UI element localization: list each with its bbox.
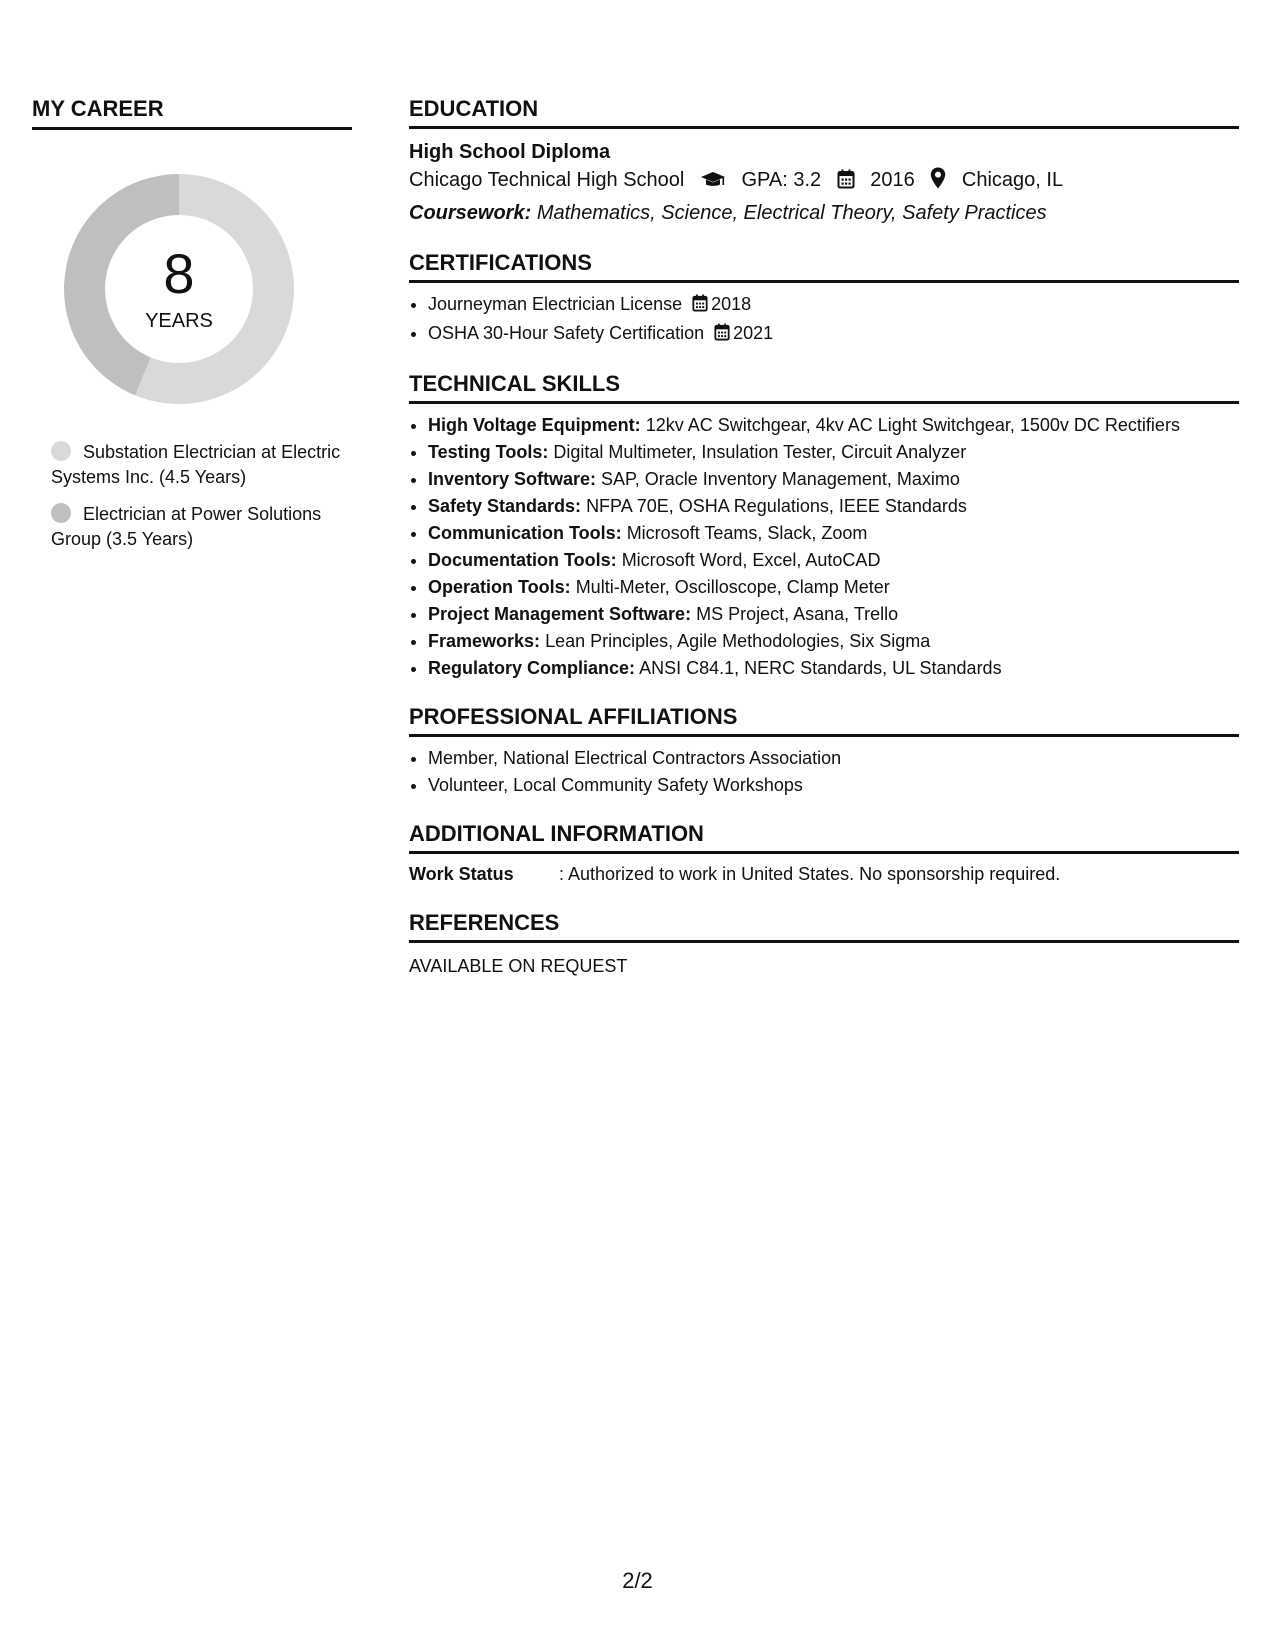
years-label: YEARS bbox=[145, 310, 213, 332]
skills-section bbox=[409, 371, 1239, 682]
additional-section bbox=[409, 821, 1239, 888]
work-status-label: Work Status bbox=[409, 864, 514, 884]
legend-dot bbox=[51, 441, 71, 461]
certification-item bbox=[428, 320, 1239, 349]
education-section bbox=[409, 96, 1239, 228]
calendar-icon bbox=[837, 168, 855, 198]
education-school: Chicago Technical High School bbox=[409, 169, 685, 191]
skill-value: 12kv AC Switchgear, 4kv AC Light Switchgear, 1500v DC Rectifiers bbox=[645, 415, 1180, 435]
career-title: MY CAREER bbox=[32, 96, 352, 130]
skill-value: SAP, Oracle Inventory Management, Maximo bbox=[601, 469, 960, 489]
legend-label: Substation Electrician at Electric Systems Inc. (4.5 Years) bbox=[51, 442, 341, 487]
skill-value: MS Project, Asana, Trello bbox=[696, 604, 899, 624]
skill-value: Lean Principles, Agile Methodologies, Six Sigma bbox=[545, 631, 931, 651]
references-text: AVAILABLE ON REQUEST bbox=[409, 956, 628, 976]
skill-value: Microsoft Teams, Slack, Zoom bbox=[626, 523, 868, 543]
skill-value: NFPA 70E, OSHA Regulations, IEEE Standards bbox=[586, 496, 967, 516]
skill-item bbox=[428, 601, 1239, 628]
education-location: Chicago, IL bbox=[961, 169, 1064, 191]
references-section bbox=[409, 910, 1239, 980]
work-status bbox=[409, 861, 1239, 888]
skill-item bbox=[428, 466, 1239, 493]
calendar-icon bbox=[714, 322, 730, 349]
skill-label: Regulatory Compliance: bbox=[428, 658, 636, 678]
certification-year: 2018 bbox=[711, 294, 752, 314]
skill-label: Operation Tools: bbox=[428, 577, 571, 597]
legend-dot bbox=[51, 503, 71, 523]
career-legend bbox=[51, 440, 351, 552]
certifications-list bbox=[409, 291, 1239, 349]
skills-title: TECHNICAL SKILLS bbox=[409, 371, 1239, 404]
skill-value: Microsoft Word, Excel, AutoCAD bbox=[621, 550, 881, 570]
skills-list bbox=[409, 412, 1239, 682]
skill-label: Testing Tools: bbox=[428, 442, 549, 462]
certifications-title: CERTIFICATIONS bbox=[409, 250, 1239, 283]
legend-item bbox=[51, 440, 351, 490]
skill-label: Communication Tools: bbox=[428, 523, 622, 543]
skill-item bbox=[428, 574, 1239, 601]
skill-label: Documentation Tools: bbox=[428, 550, 617, 570]
affiliations-list bbox=[409, 745, 1239, 799]
certifications-section bbox=[409, 250, 1239, 349]
skill-label: Safety Standards: bbox=[428, 496, 582, 516]
career-column bbox=[32, 96, 352, 564]
list-item: • Volunteer, Local Community Safety Workshops bbox=[428, 772, 1239, 799]
certification-name: Journeyman Electrician License bbox=[428, 294, 683, 314]
calendar-icon bbox=[692, 293, 708, 320]
coursework-label: Coursework: bbox=[409, 202, 532, 224]
skill-label: Inventory Software: bbox=[428, 469, 597, 489]
references-title: REFERENCES bbox=[409, 910, 1239, 943]
skill-item bbox=[428, 628, 1239, 655]
graduation-cap-icon bbox=[700, 168, 726, 198]
certification-year: 2021 bbox=[733, 323, 774, 343]
affiliations-title: PROFESSIONAL AFFILIATIONS bbox=[409, 704, 1239, 737]
skill-item bbox=[428, 493, 1239, 520]
main-column bbox=[409, 96, 1239, 980]
skill-value: Digital Multimeter, Insulation Tester, Circuit Analyzer bbox=[553, 442, 967, 462]
skill-item bbox=[428, 520, 1239, 547]
list-item: • Member, National Electrical Contractors Association bbox=[428, 745, 1239, 772]
certification-item bbox=[428, 291, 1239, 320]
education-coursework bbox=[409, 198, 1239, 228]
skill-label: High Voltage Equipment: bbox=[428, 415, 641, 435]
affiliations-section bbox=[409, 704, 1239, 799]
career-donut bbox=[64, 174, 294, 404]
education-year: 2016 bbox=[870, 169, 915, 191]
education-details bbox=[409, 165, 1239, 198]
skill-value: ANSI C84.1, NERC Standards, UL Standards bbox=[639, 658, 1002, 678]
total-years: 8 bbox=[163, 242, 195, 305]
certification-name: OSHA 30-Hour Safety Certification bbox=[428, 323, 705, 343]
skill-item bbox=[428, 655, 1239, 682]
skill-item bbox=[428, 439, 1239, 466]
skill-value: Multi-Meter, Oscilloscope, Clamp Meter bbox=[575, 577, 890, 597]
legend-label: Electrician at Power Solutions Group (3.5 Years) bbox=[51, 504, 322, 549]
legend-item bbox=[51, 502, 351, 552]
education-title: EDUCATION bbox=[409, 96, 1239, 129]
skill-label: Frameworks: bbox=[428, 631, 541, 651]
skill-item bbox=[428, 547, 1239, 574]
page-number: 2/2 bbox=[622, 1568, 653, 1593]
map-pin-icon bbox=[930, 167, 946, 198]
education-degree: High School Diploma bbox=[409, 141, 611, 163]
coursework-value: Mathematics, Science, Electrical Theory, Safety Practices bbox=[536, 202, 1047, 224]
education-gpa: GPA: 3.2 bbox=[741, 169, 822, 191]
additional-title: ADDITIONAL INFORMATION bbox=[409, 821, 1239, 854]
work-status-value: : Authorized to work in United States. No sponsorship required. bbox=[559, 864, 1061, 884]
skill-item bbox=[428, 412, 1239, 439]
skill-label: Project Management Software: bbox=[428, 604, 692, 624]
